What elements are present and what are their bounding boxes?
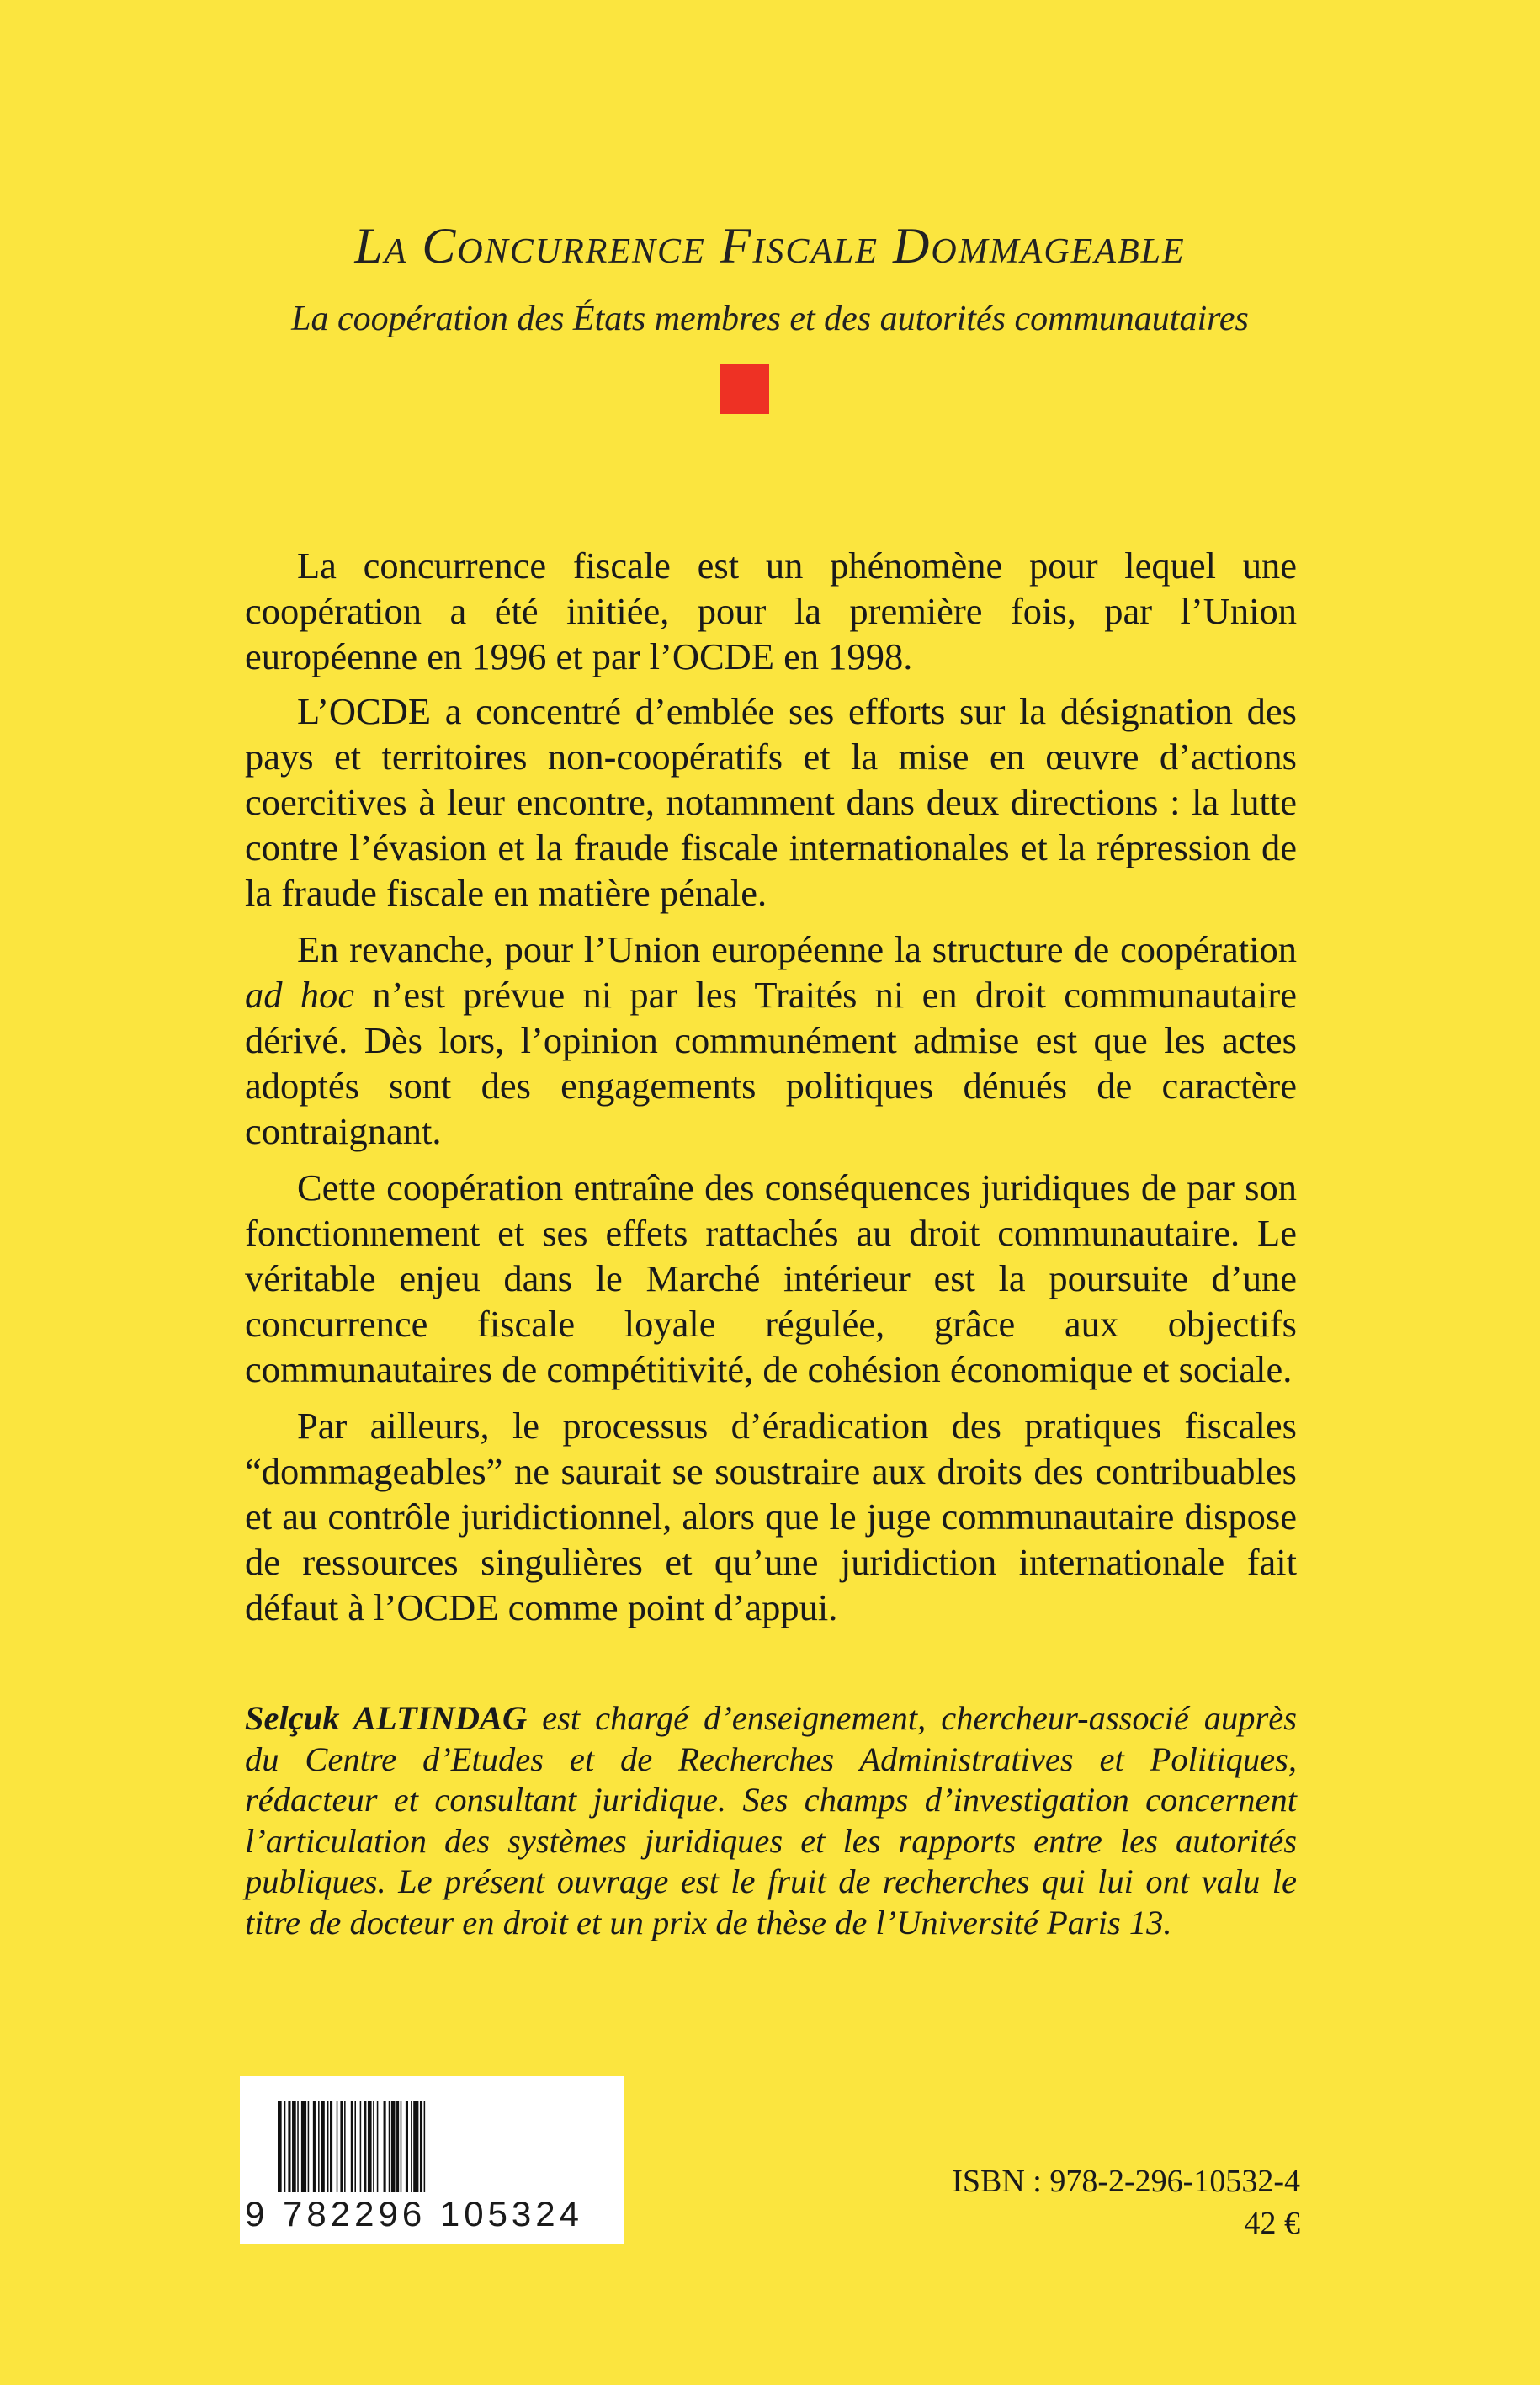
isbn: ISBN : 978-2-296-10532-4 <box>952 2164 1300 2199</box>
author-bio-text: est chargé d’enseignement, chercheur-associé auprès du Centre d’Etudes et de Recherches Administratives et Politiques, rédacteur et consultant juridique. Ses champs d’investigation concernent l’articulation des systèmes juridiques et les rapports entre les autorités publiques. Le présent ouvrage est le fruit de recherches qui lui ont valu le titre de docteur en droit et un prix de thèse de l’Université Paris 13. <box>245 1699 1297 1941</box>
barcode-bar <box>406 2101 408 2192</box>
barcode-bar <box>288 2101 290 2192</box>
paragraph-4: Cette coopération entraîne des conséquences juridiques de par son fonctionnement et ses effets rattachés au droit communautaire. Le véritable enjeu dans le Marché intérieur est la poursuite d’une concurrence fiscale loyale régulée, grâce aux objectifs communautaires de compétitivité, de cohésion économique et sociale. <box>245 1166 1297 1391</box>
barcode-bar <box>313 2101 316 2192</box>
barcode-bar <box>373 2101 374 2192</box>
paragraph-1: La concurrence fiscale est un phénomène pour lequel une coopération a été initiée, pour la première fois, par l’Union européenne en 1996 et par l’OCDE en 1998. <box>245 544 1297 678</box>
barcode-number: 9 782296 105324 <box>245 2194 583 2234</box>
paragraph-5: Par ailleurs, le processus d’éradication des pratiques fiscales “dommageables” ne saurait se soustraire aux droits des contribuables et au contrôle juridictionnel, alors que le juge communautaire dispose de ressources singulières et qu’une juridiction internationale fait défaut à l’OCDE comme point d’appui. <box>245 1404 1297 1629</box>
barcode-bar <box>396 2101 399 2192</box>
barcode-bar <box>297 2101 299 2192</box>
barcode-bar <box>389 2101 390 2192</box>
book-subtitle: La coopération des États membres et des autorités communautaires <box>291 300 1249 338</box>
barcode-bar <box>401 2101 402 2192</box>
barcode-bar <box>301 2101 306 2192</box>
book-title: La Concurrence Fiscale Dommageable <box>354 218 1186 274</box>
barcode-bar <box>318 2101 320 2192</box>
barcode-bar <box>284 2101 286 2192</box>
barcode-bar <box>354 2101 356 2192</box>
paragraph-3-start: En revanche, pour l’Union européenne la structure de coopération <box>297 927 1297 970</box>
barcode-bar <box>411 2101 412 2192</box>
paragraph-2: L’OCDE a concentré d’emblée ses efforts sur la désignation des pays et territoires non-coopératifs et la mise en œuvre d’actions coercitives à leur encontre, notamment dans deux directions : la lutte contre l’évasion et la fraude fiscale internationales et la répression de la fraude fiscale en matière pénale. <box>245 689 1297 915</box>
barcode-bar <box>420 2101 422 2192</box>
barcode-bar <box>344 2101 346 2192</box>
barcode-bar <box>368 2101 372 2192</box>
back-cover-summary <box>245 543 1297 1641</box>
paragraph-3 <box>245 927 1297 1155</box>
price: 42 € <box>1244 2206 1300 2241</box>
barcode-bar <box>424 2101 426 2192</box>
barcode-bar <box>377 2101 379 2192</box>
author-name: Selçuk ALTINDAG <box>245 1699 528 1737</box>
barcode-bar <box>308 2101 310 2192</box>
red-square-ornament <box>720 364 769 414</box>
barcode-bar <box>292 2101 296 2192</box>
barcode-bar <box>327 2101 329 2192</box>
barcode-bar <box>337 2101 338 2192</box>
paragraph-3-italic: ad hoc <box>245 973 355 1016</box>
barcode-bar <box>384 2101 386 2192</box>
barcode-bar <box>364 2101 366 2192</box>
barcode-icon <box>278 2101 597 2192</box>
barcode-bar <box>391 2101 396 2192</box>
barcode-bar <box>360 2101 362 2192</box>
barcode-box <box>240 2076 624 2244</box>
barcode-bar <box>321 2101 325 2192</box>
barcode-bar <box>351 2101 353 2192</box>
barcode-bar <box>278 2101 282 2192</box>
barcode-bar <box>340 2101 343 2192</box>
author-bio <box>245 1698 1297 1943</box>
paragraph-3-end: n’est prévue ni par les Traités ni en droit communautaire dérivé. Dès lors, l’opinion communément admise est que les actes adoptés sont des engagements politiques dénués de caractère contraignant. <box>245 973 1297 1153</box>
barcode-bar <box>330 2101 332 2192</box>
barcode-bar <box>413 2101 418 2192</box>
